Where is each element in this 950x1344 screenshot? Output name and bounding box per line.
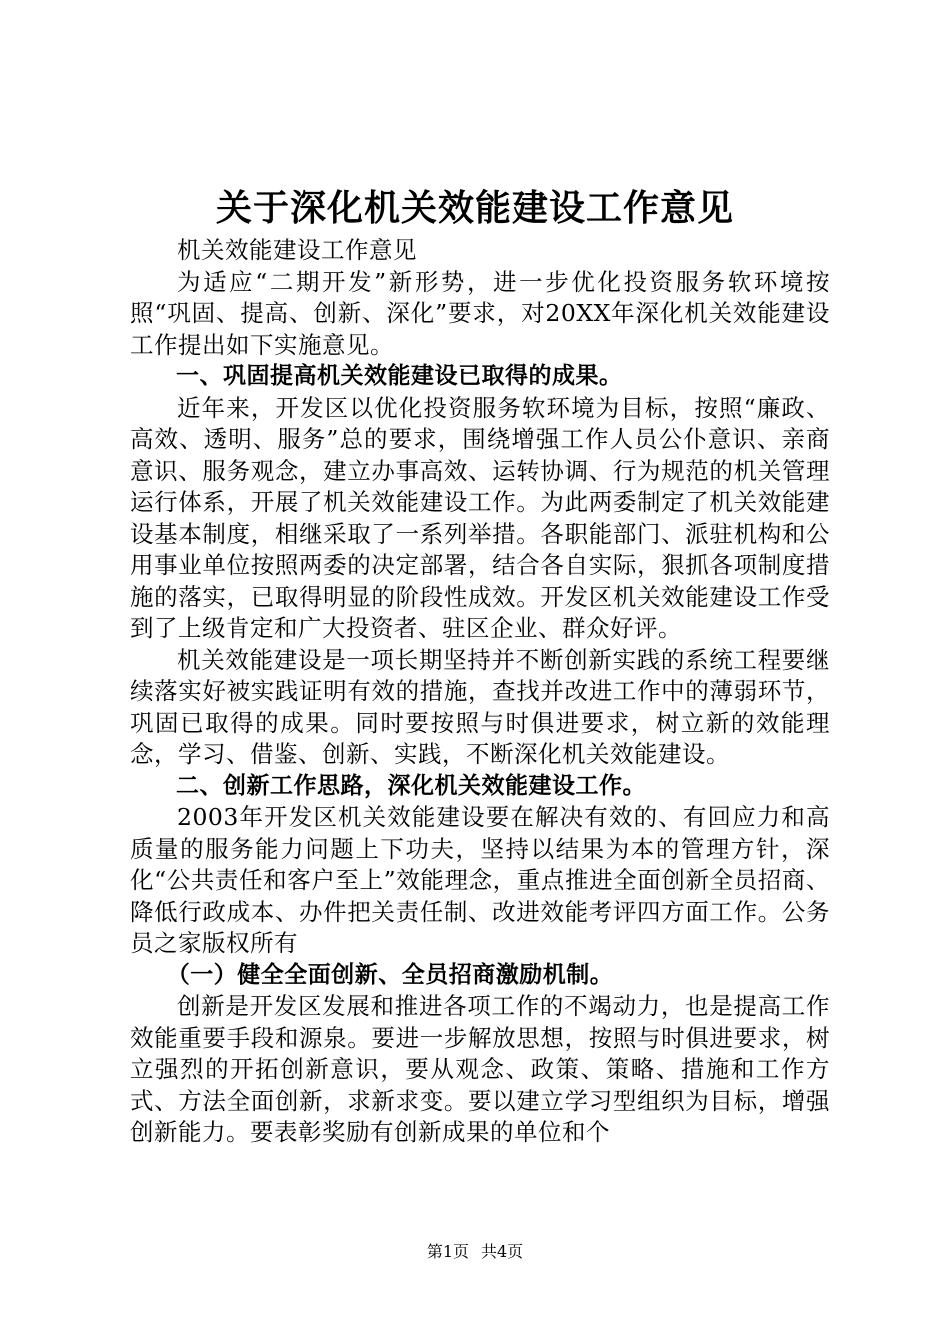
document-body [130, 235, 830, 1149]
document-title: 关于深化机关效能建设工作意见 [215, 187, 734, 229]
section-heading: 一、巩固提高机关效能建设已取得的成果。 [176, 363, 623, 389]
paragraph: 创新是开发区发展和推进各项工作的不竭动力，也是提高工作效能重要手段和源泉。要进一步解放思想，按照与时俱进要求，树立强烈的开拓创新意识，要从观念、政策、策略、措施和工作方式、方法全面创新，求新求变。要以建立学习型组织为目标，增强创新能力。要表彰奖励有创新成果的单位和个 [130, 992, 830, 1146]
paragraph-intro: 机关效能建设工作意见 [177, 236, 417, 264]
paragraph: 机关效能建设是一项长期坚持并不断创新实践的系统工程要继续落实好被实践证明有效的措施，查找并改进工作中的薄弱环节，巩固已取得的成果。同时要按照与时俱进要求，树立新的效能理念，学习、借鉴、创新、实践，不断深化机关效能建设。 [130, 645, 830, 768]
paragraph: 为适应“二期开发”新形势，进一步优化投资服务软环境按照“巩固、提高、创新、深化”要求，对20XX年深化机关效能建设工作提出如下实施意见。 [130, 267, 830, 359]
page-number: 第1页 [426, 1242, 469, 1261]
subsection-heading: （一）健全全面创新、全员招商激励机制。 [166, 961, 614, 988]
section-heading: 二、创新工作思路，深化机关效能建设工作。 [176, 772, 646, 799]
page-total: 共4页 [481, 1242, 524, 1261]
paragraph: 近年来，开发区以优化投资服务软环境为目标，按照“廉政、高效、透明、服务”总的要求，围绕增强工作人员公仆意识、亲商意识、服务观念，建立办事高效、运转协调、行为规范的机关管理运行体系，开展了机关效能建设工作。为此两委制定了机关效能建设基本制度，相继采取了一系列举措。各职能部门、派驻机构和公用事业单位按照两委的决定部署，结合各自实际，狠抓各项制度措施的落实，已取得明显的阶段性成效。开发区机关效能建设工作受到了上级肯定和广大投资者、驻区企业、群众好评。 [130, 393, 830, 642]
paragraph: 2003年开发区机关效能建设要在解决有效的、有回应力和高质量的服务能力问题上下功夫，坚持以结果为本的管理方针，深化“公共责任和客户至上”效能理念，重点推进全面创新全员招商、降低行政成本、办件把关责任制、改进效能考评四方面工作。公务员之家版权所有 [130, 803, 830, 957]
page-footer [0, 1241, 950, 1263]
